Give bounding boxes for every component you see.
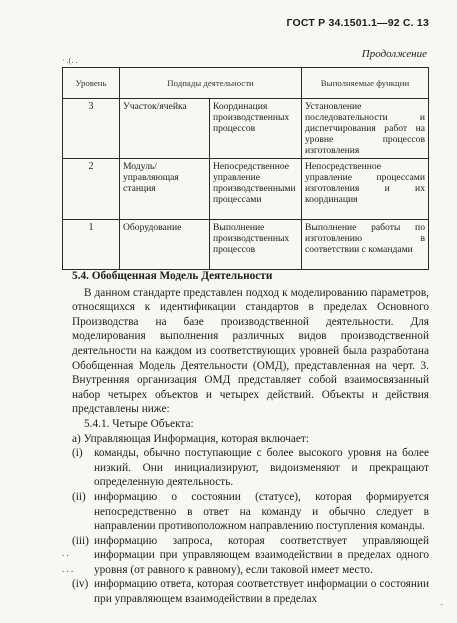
cell-subtier: Участок/ячейка xyxy=(120,99,210,159)
section-paragraph: В данном стандарте представлен подход к моделированию параметров, относящихся к идентификации стандартов в пределах Основного Производства на базе производственной деятельности. Для моделирования выполнения различных видов производственной деятельности на каждом из соответствующих уровней была разработана Обобщенная Модель Деятельности (ОМД), представленная на черт. 3. Внутренняя организация ОМД представляет собой взаимосвязанный набор четырех объектов и четырех действий. Объекты и действия представлены ниже: xyxy=(72,286,429,416)
cell-level: 3 xyxy=(63,99,120,159)
subsection-title: 5.4.1. Четыре Объекта: xyxy=(84,417,194,430)
cell-functions: Установление последовательности и диспетчирования работ на уровне процессов изготовления xyxy=(302,99,429,159)
section-title: 5.4. Обобщенная Модель Деятельности xyxy=(72,270,273,282)
table-row xyxy=(63,220,429,270)
cell-subtier: Модуль/ управляющая станция xyxy=(120,159,210,220)
cell-subtier: Оборудование xyxy=(120,220,210,270)
list-heading: а) Управляющая Информация, которая включает: xyxy=(72,432,309,445)
continuation-label: Продолжение xyxy=(361,48,427,60)
cell-functions: Выполнение работы по изготовлению в соответствии с командами xyxy=(302,220,429,270)
page-header: ГОСТ Р 34.1501.1—92 С. 13 xyxy=(286,17,429,29)
levels-table xyxy=(62,67,429,270)
header-functions: Выполняемые функции xyxy=(302,68,429,99)
list-item-number: (ii) xyxy=(72,490,86,503)
cell-activity: Выполнение производственных процессов xyxy=(210,220,302,270)
list-item xyxy=(72,446,429,490)
cell-activity: Координация производственных процессов xyxy=(210,99,302,159)
list-item-text: информацию запроса, которая соответствует управляющей информации при управляющем взаимодействии в пределах одного уровня (от равного к равному), если таковой имеет место. xyxy=(94,534,429,576)
list-item-number: (i) xyxy=(72,447,83,460)
section-body xyxy=(72,269,429,607)
header-level: Уровень xyxy=(63,68,120,99)
margin-dots: . . xyxy=(62,548,69,558)
cell-level: 1 xyxy=(63,220,120,270)
margin-mark: · .(. . xyxy=(62,56,78,65)
list-item-number: (iii) xyxy=(72,534,89,547)
list-item-text: информацию о состоянии (статусе), которая формируется непосредственно в ответ на команду и обычно следует в направлении противоположном направлению поступления команды. xyxy=(94,490,429,533)
list-item xyxy=(72,490,429,534)
cell-activity: Непосредственное управление производственными процессами xyxy=(210,159,302,220)
header-subtier: Подпады деятельности xyxy=(120,68,302,99)
cell-functions: Непосредственное управление процессами изготовления и их координация xyxy=(302,159,429,220)
list-item xyxy=(72,534,429,578)
right-margin-mark: - xyxy=(440,600,443,609)
cell-level: 2 xyxy=(63,159,120,220)
list-item-text: команды, обычно поступающие с более высокого уровня на более низкий. Они инициализируют, видоизменяют и прекращают определенную деятельность. xyxy=(94,447,429,489)
list-item-number: (iv) xyxy=(72,578,89,591)
table-row xyxy=(63,159,429,220)
table-header-row xyxy=(63,68,429,99)
list-item xyxy=(72,577,429,606)
margin-dots: . . . xyxy=(62,564,74,574)
table-row xyxy=(63,99,429,159)
list-item-text: информацию ответа, которая соответствует информации о состоянии при управляющем взаимодействии в пределах xyxy=(94,578,429,606)
